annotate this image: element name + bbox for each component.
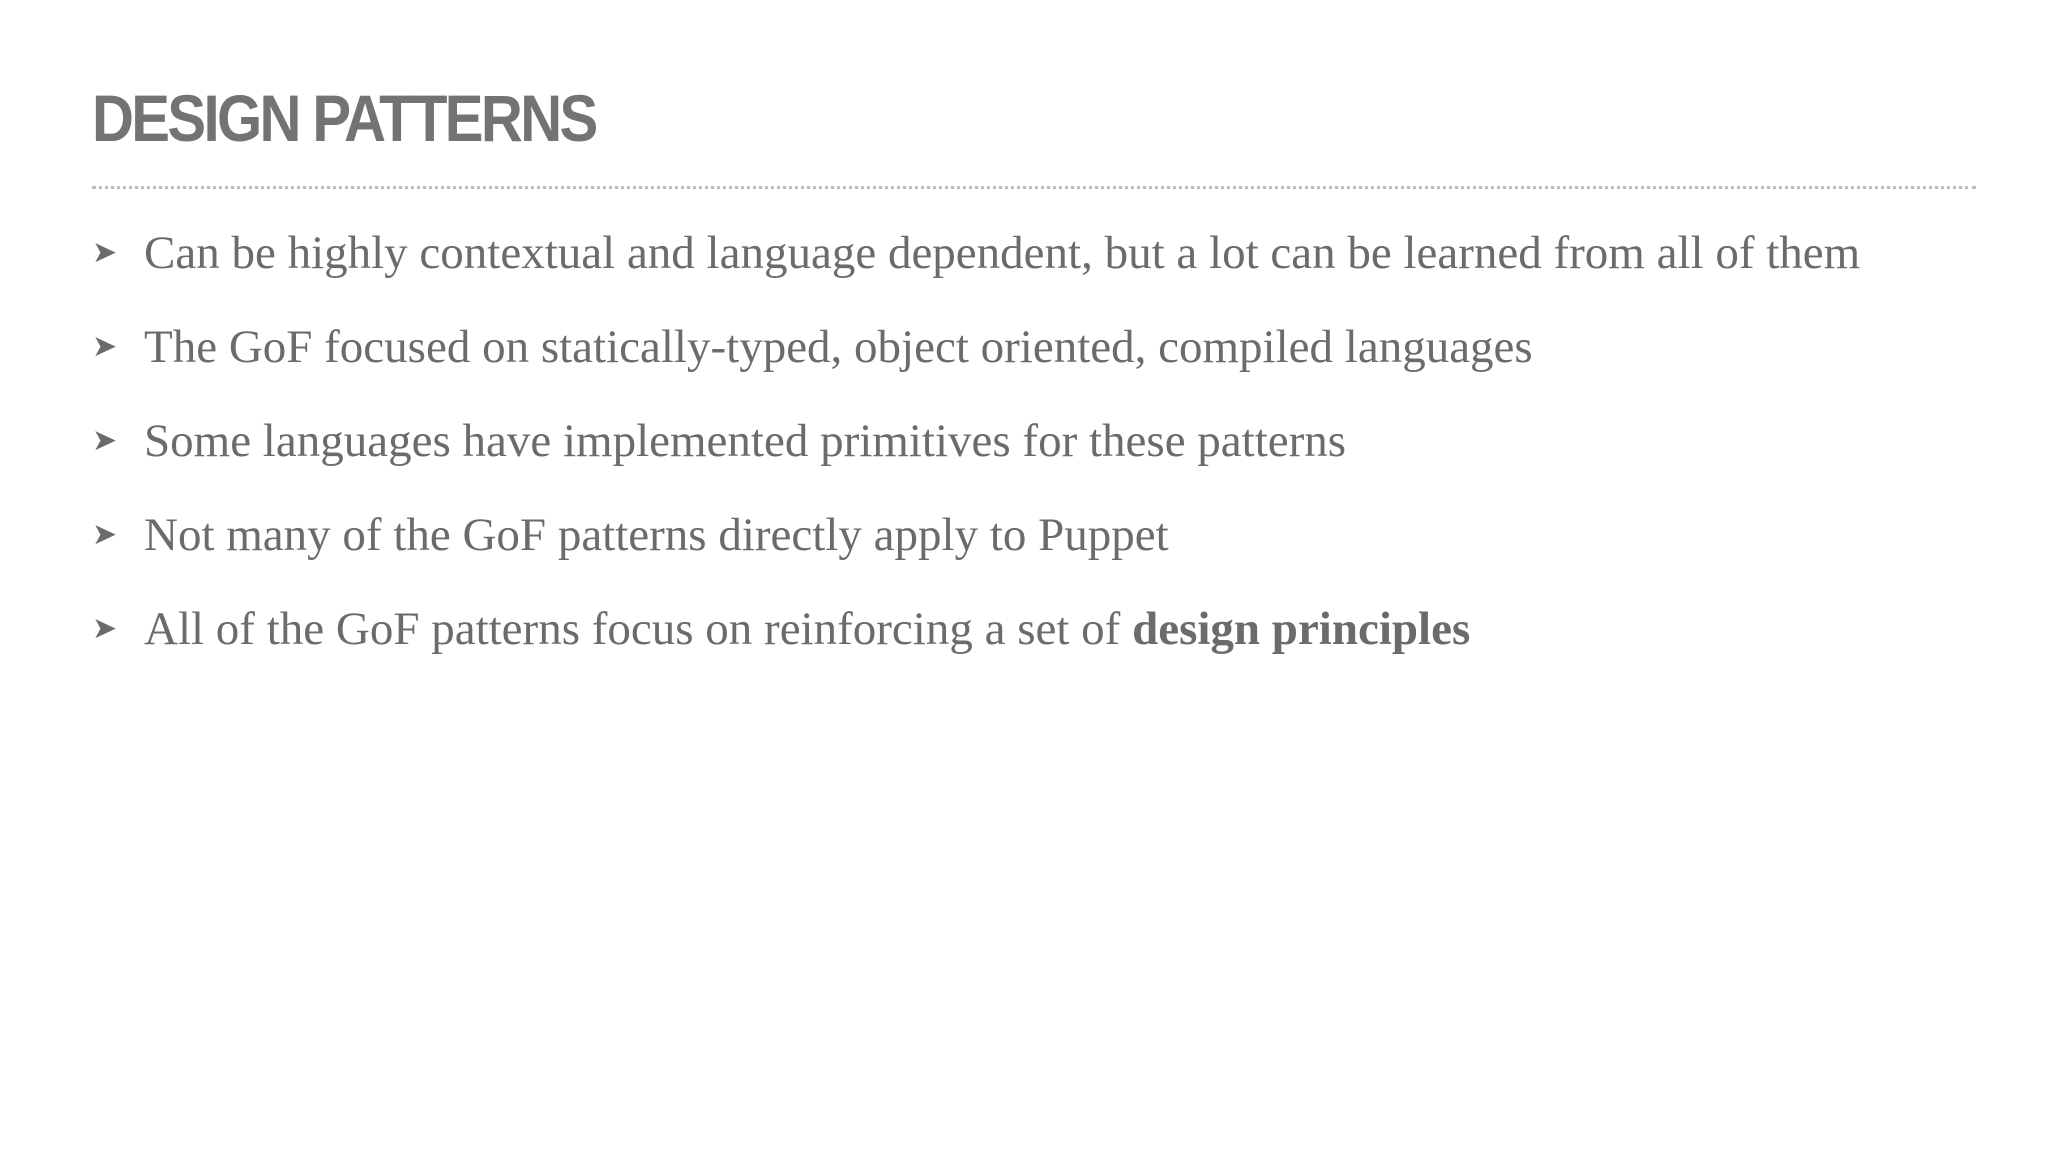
bullet-item [92, 220, 1992, 286]
bullet-text: The GoF focused on statically-typed, object oriented, compiled languages [144, 321, 1533, 373]
arrow-bullet-icon: ➤ [92, 611, 118, 646]
bullet-item [92, 502, 1992, 568]
arrow-bullet-icon: ➤ [92, 517, 118, 552]
bullet-item [92, 408, 1992, 474]
bullet-text: Can be highly contextual and language dependent, but a lot can be learned from all of them [144, 227, 1861, 279]
bullet-text: All of the GoF patterns focus on reinforcing a set of [144, 603, 1133, 655]
arrow-bullet-icon: ➤ [92, 235, 118, 270]
bullet-text: Not many of the GoF patterns directly apply to Puppet [144, 509, 1169, 561]
slide-title: DESIGN PATTERNS [92, 81, 596, 155]
arrow-bullet-icon: ➤ [92, 329, 118, 364]
bullet-item [92, 596, 1992, 662]
arrow-bullet-icon: ➤ [92, 423, 118, 458]
bullet-bold-text: design principles [1132, 603, 1471, 655]
title-divider [92, 186, 1976, 189]
bullet-list [92, 220, 1992, 690]
bullet-text: Some languages have implemented primitives for these patterns [144, 415, 1347, 467]
bullet-item [92, 314, 1992, 380]
